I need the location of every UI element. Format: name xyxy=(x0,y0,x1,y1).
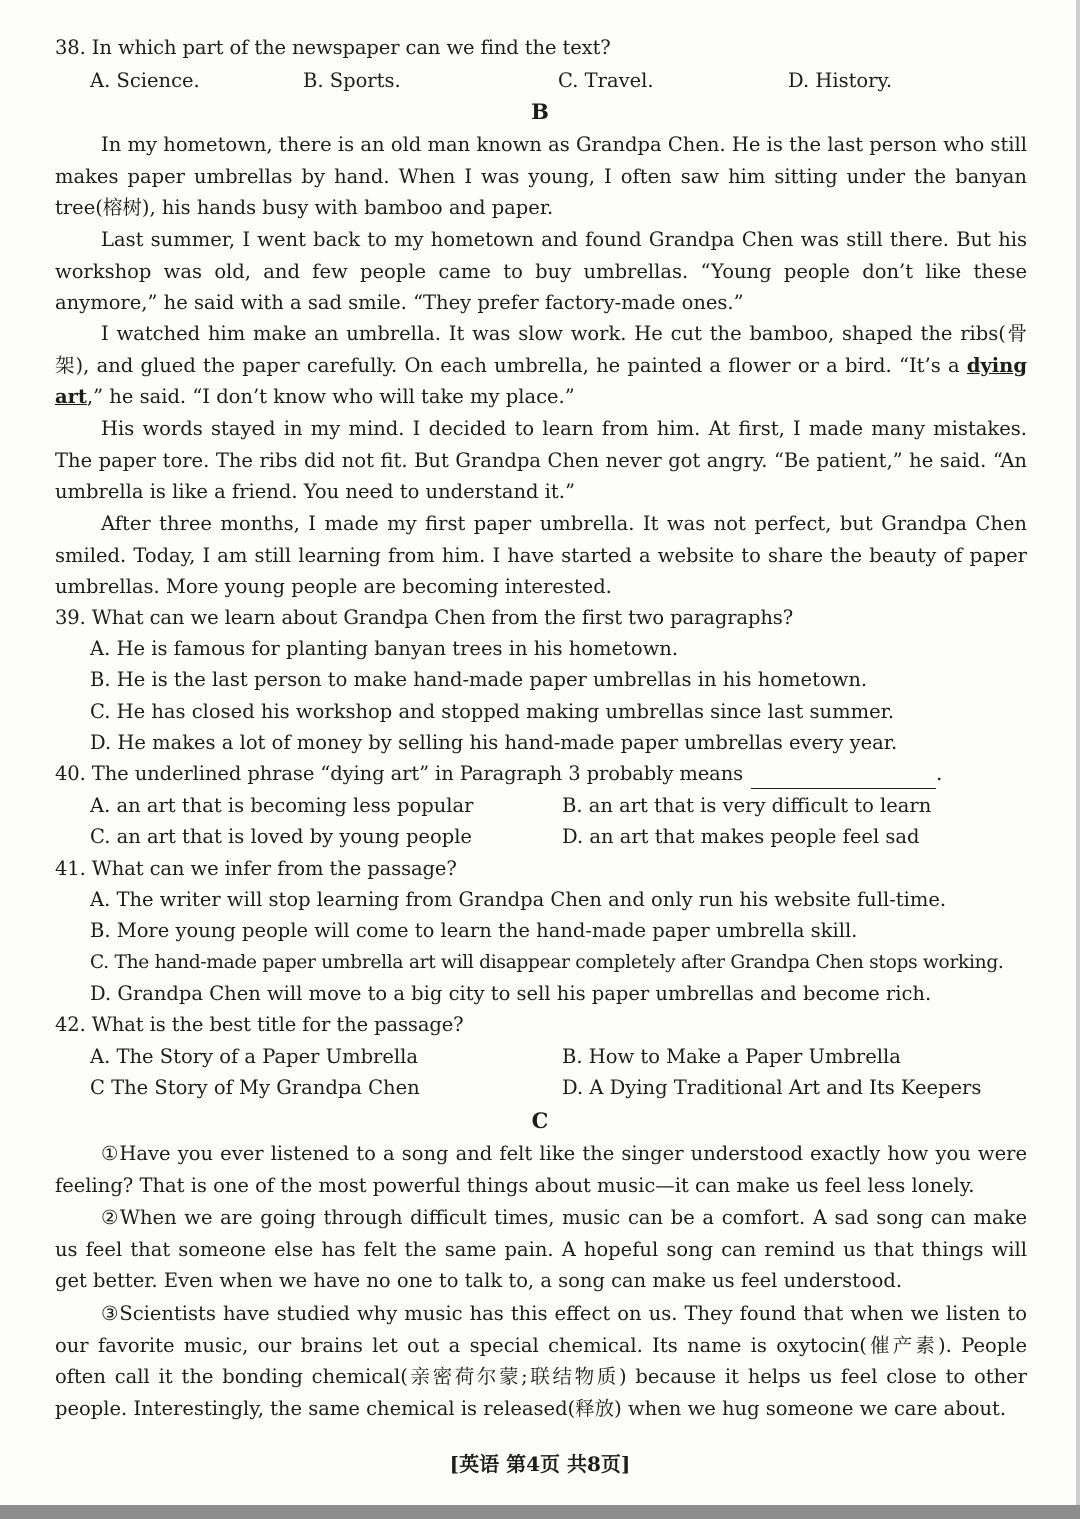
q38-option-b: B. Sports. xyxy=(303,69,401,92)
q40-option-d: D. an art that makes people feel sad xyxy=(562,825,920,848)
passage-b-paragraph-3 xyxy=(55,318,1027,413)
page-footer: [英语 第4页 共8页] xyxy=(449,1452,631,1476)
scan-edge xyxy=(1076,0,1080,1519)
question-40-stem xyxy=(55,759,1030,789)
q40-option-c: C. an art that is loved by young people xyxy=(90,825,472,848)
q39-option-d: D. He makes a lot of money by selling his hand-made paper umbrellas every year. xyxy=(90,731,898,754)
q39-option-a: A. He is famous for planting banyan trees in his hometown. xyxy=(90,637,679,660)
q41-option-c: C. The hand-made paper umbrella art will disappear completely after Grandpa Chen stops working. xyxy=(90,952,1004,973)
q42-option-c: C The Story of My Grandpa Chen xyxy=(90,1076,420,1099)
section-c-heading: C xyxy=(531,1108,549,1133)
q40-stem-end: . xyxy=(936,762,943,785)
q40-option-b: B. an art that is very difficult to learn xyxy=(562,794,932,817)
q42-option-a: A. The Story of a Paper Umbrella xyxy=(90,1045,419,1068)
passage-c-paragraph-2: ②When we are going through difficult times, music can be a comfort. A sad song can make us feel that someone else has felt the same pain. A hopeful song can remind us that things will get better. Even when we have no one to talk to, a song can make us feel understood. xyxy=(55,1206,1027,1292)
q40-stem-text: 40. The underlined phrase “dying art” in Paragraph 3 probably means xyxy=(55,762,744,785)
q41-option-b: B. More young people will come to learn the hand-made paper umbrella skill. xyxy=(90,919,858,942)
q41-option-a: A. The writer will stop learning from Grandpa Chen and only run his website full-time. xyxy=(90,888,947,911)
passage-b-paragraph-5: After three months, I made my first paper umbrella. It was not perfect, but Grandpa Chen smiled. Today, I am still learning from him. I have started a website to share the beauty of paper umbrellas. More young people are becoming interested. xyxy=(55,512,1027,598)
section-b-heading: B xyxy=(531,99,549,124)
q39-option-c: C. He has closed his workshop and stopped making umbrellas since last summer. xyxy=(90,700,895,723)
paragraph-3-text-after: ,” he said. “I don’t know who will take my place.” xyxy=(86,385,575,408)
q40-option-a: A. an art that is becoming less popular xyxy=(90,794,474,817)
passage-b-paragraph-1: In my hometown, there is an old man known as Grandpa Chen. He is the last person who still makes paper umbrellas by hand. When I was young, I often saw him sitting under the banyan tree(榕树), his hands busy with bamboo and paper. xyxy=(55,133,1027,219)
q41-option-d: D. Grandpa Chen will move to a big city to sell his paper umbrellas and become rich. xyxy=(90,982,932,1005)
q38-option-d: D. History. xyxy=(788,69,893,92)
passage-c-paragraph-1: ①Have you ever listened to a song and felt like the singer understood exactly how you were feeling? That is one of the most powerful things about music—it can make us feel less lonely. xyxy=(55,1142,1027,1197)
paragraph-3-text-before: I watched him make an umbrella. It was slow work. He cut the bamboo, shaped the ribs(骨架), and glued the paper carefully. On each umbrella, he painted a flower or a bird. “It’s a xyxy=(55,322,1027,377)
q42-option-b: B. How to Make a Paper Umbrella xyxy=(562,1045,901,1068)
q38-option-c: C. Travel. xyxy=(558,69,654,92)
question-39-stem: 39. What can we learn about Grandpa Chen from the first two paragraphs? xyxy=(55,606,794,629)
question-38-stem: 38. In which part of the newspaper can we find the text? xyxy=(55,36,611,59)
answer-blank xyxy=(751,768,936,789)
q39-option-b: B. He is the last person to make hand-made paper umbrellas in his hometown. xyxy=(90,668,868,691)
q38-option-a: A. Science. xyxy=(90,69,200,92)
question-42-stem: 42. What is the best title for the passage? xyxy=(55,1013,464,1036)
question-41-stem: 41. What can we infer from the passage? xyxy=(55,857,457,880)
underlined-phrase-dying-art: dying art xyxy=(55,353,1027,408)
passage-b-paragraph-2: Last summer, I went back to my hometown and found Grandpa Chen was still there. But his workshop was old, and few people came to buy umbrellas. “Young people don’t like these anymore,” he said with a sad smile. “They prefer factory-made ones.” xyxy=(55,228,1027,314)
passage-b-paragraph-4: His words stayed in my mind. I decided to learn from him. At first, I made many mistakes. The paper tore. The ribs did not fit. But Grandpa Chen never got angry. “Be patient,” he said. “An umbrella is like a friend. You need to understand it.” xyxy=(55,417,1027,503)
q42-option-d: D. A Dying Traditional Art and Its Keepers xyxy=(562,1076,982,1099)
passage-c-paragraph-3: ③Scientists have studied why music has this effect on us. They found that when we listen to our favorite music, our brains let out a special chemical. Its name is oxytocin(催产素). People often call it the bonding chemical(亲密荷尔蒙;联结物质) because it helps us feel close to other people. Interestingly, the same chemical is released(释放) when we hug someone we care about. xyxy=(55,1302,1027,1420)
scan-bottom-bar xyxy=(0,1505,1080,1519)
